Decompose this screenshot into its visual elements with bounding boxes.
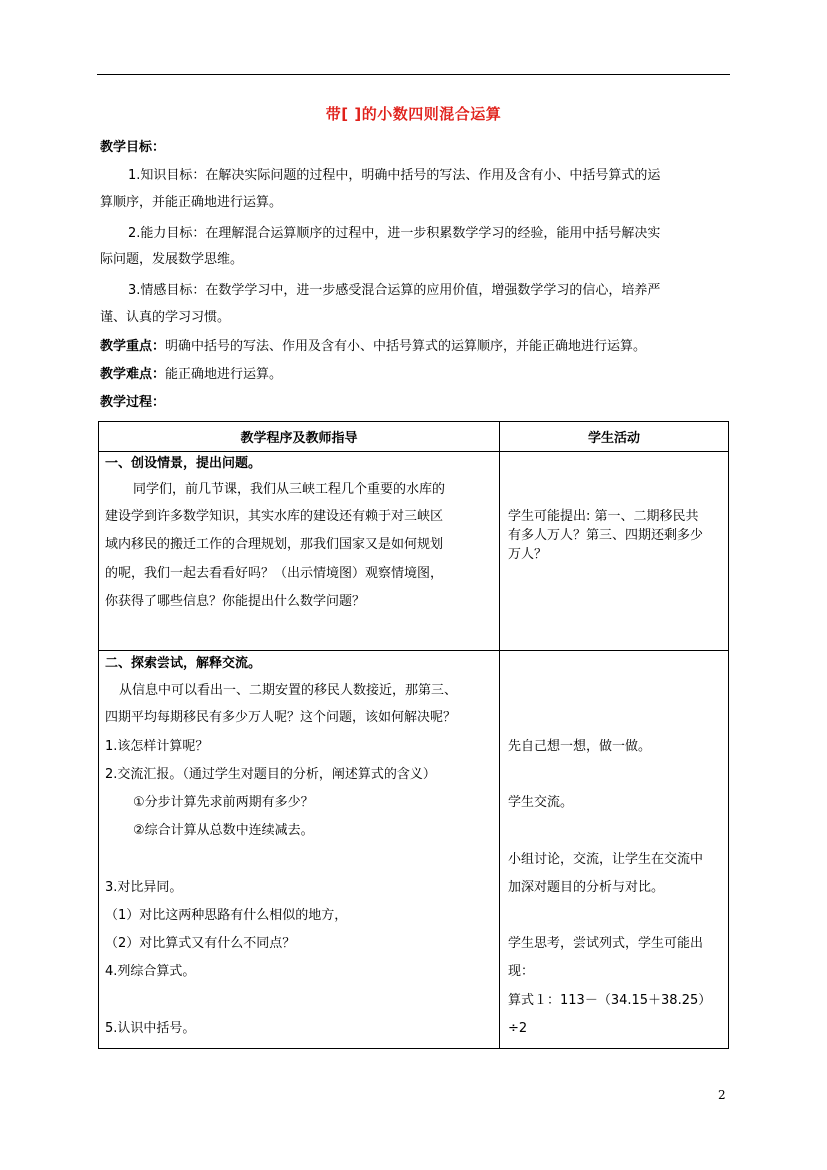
section2-teacher-cell <box>99 651 500 1049</box>
section2-line: 5.认识中括号。 <box>105 1021 196 1036</box>
section2-line: （2）对比算式又有什么不同点？ <box>105 936 296 951</box>
section2-line: 3.对比异同。 <box>105 880 183 895</box>
section2-student-line: 学生交流。 <box>508 795 574 810</box>
goal-2-line-1: 2.能力目标：在理解混合运算顺序的过程中，进一步积累数学学习的经验，能用中括号解决实 <box>128 226 661 241</box>
section2-line: 四期平均每期移民有多少万人呢？这个问题，该如何解决呢？ <box>105 710 457 725</box>
key-point-label: 教学重点： <box>100 339 166 354</box>
section2-heading: 二、探索尝试，解释交流。 <box>105 656 262 671</box>
section1-heading: 一、创设情景，提出问题。 <box>105 456 262 471</box>
section2-line: 1.该怎样计算呢？ <box>105 739 209 754</box>
section2-student-line: 学生思考，尝试列式，学生可能出 <box>508 936 704 951</box>
process-table <box>98 421 729 1049</box>
section1-line: 的呢，我们一起去看看好吗？（出示情境图）观察情境图， <box>105 566 444 581</box>
section1-line: 同学们，前几节课，我们从三峡工程几个重要的水库的 <box>133 482 446 497</box>
section2-student-line: 算式１：113－（34.15＋38.25） <box>508 993 712 1008</box>
document-title: 带[ ]的小数四则混合运算 <box>325 105 502 123</box>
section1-student-line: 有多人万人？第三、四期还剩多少 <box>508 528 704 543</box>
section2-student-cell <box>500 651 729 1049</box>
key-point-text: 明确中括号的写法、作用及含有小、中括号算式的运算顺序，并能正确地进行运算。 <box>165 339 647 354</box>
goal-2-line-2: 际问题，发展数学思维。 <box>100 252 244 267</box>
section1-line: 你获得了哪些信息？你能提出什么数学问题？ <box>105 594 366 609</box>
difficulty-label: 教学难点： <box>100 367 166 382</box>
header-student: 学生活动 <box>500 422 729 452</box>
header-rule <box>97 74 730 75</box>
section1-student-line: 万人？ <box>508 547 548 562</box>
section2-student-line: 加深对题目的分析与对比。 <box>508 880 665 895</box>
section1-teacher-cell <box>99 452 500 651</box>
section2-student-line: ÷2 <box>508 1021 528 1036</box>
table-row <box>99 651 729 1049</box>
section1-student-cell <box>500 452 729 651</box>
section2-student-line: 先自己想一想，做一做。 <box>508 739 652 754</box>
section2-line: 从信息中可以看出一、二期安置的移民人数接近，那第三、 <box>119 683 458 698</box>
section2-line: （1）对比这两种思路有什么相似的地方， <box>105 908 348 923</box>
key-point <box>100 339 646 355</box>
goal-3-line-2: 谨、认真的学习习惯。 <box>100 310 231 325</box>
difficulty <box>100 367 282 383</box>
section1-line: 域内移民的搬迁工作的合理规划，那我们国家又是如何规划 <box>105 537 444 552</box>
goal-3-line-1: 3.情感目标：在数学学习中，进一步感受混合运算的应用价值，增强数学学习的信心，培养严 <box>128 283 661 298</box>
section2-line: 4.列综合算式。 <box>105 964 196 979</box>
table-row <box>99 452 729 651</box>
goals-heading: 教学目标： <box>100 140 166 155</box>
goal-1-line-1: 1.知识目标：在解决实际问题的过程中，明确中括号的写法、作用及含有小、中括号算式的运 <box>128 168 661 183</box>
section1-student-line: 学生可能提出: 第一、二期移民共 <box>508 509 699 524</box>
process-heading: 教学过程： <box>100 395 166 410</box>
section1-line: 建设学到许多数学知识，其实水库的建设还有赖于对三峡区 <box>105 509 444 524</box>
table-header-row <box>99 422 729 452</box>
difficulty-text: 能正确地进行运算。 <box>165 367 283 382</box>
section2-line: ②综合计算从总数中连续减去。 <box>133 823 314 838</box>
section2-student-line: 小组讨论，交流，让学生在交流中 <box>508 852 704 867</box>
section2-student-line: 现： <box>508 964 535 979</box>
page-number: 2 <box>718 1088 726 1102</box>
section2-line: ①分步计算先求前两期有多少？ <box>133 795 314 810</box>
goal-1-line-2: 算顺序，并能正确地进行运算。 <box>100 195 283 210</box>
header-teacher: 教学程序及教师指导 <box>99 422 500 452</box>
section2-line: 2.交流汇报。（通过学生对题目的分析，阐述算式的含义） <box>105 767 436 782</box>
